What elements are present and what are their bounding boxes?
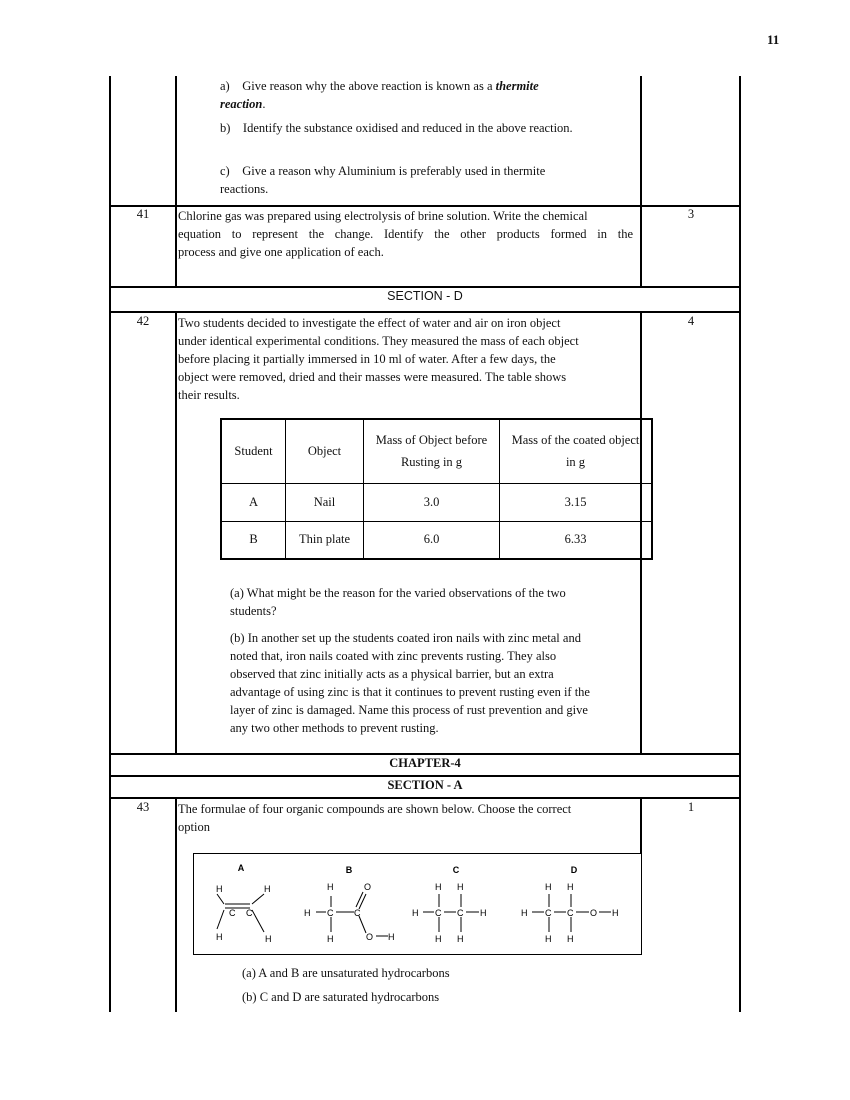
table-header-row [221,419,652,483]
table-cell: B [221,521,286,559]
table-cell: 6.0 [364,521,500,559]
svg-text:H: H [457,934,464,944]
svg-text:H: H [545,882,552,892]
question-number: 41 [136,207,150,221]
section-heading: SECTION - D [387,289,463,303]
svg-text:H: H [304,908,311,918]
svg-text:H: H [412,908,419,918]
q43-text: The formulae of four organic compounds are shown below. Choose the correct option [178,802,572,834]
row-divider [109,753,741,755]
q40-part-c: c) Give a reason why Aluminium is preferably used in thermite [220,164,546,178]
svg-text:H: H [521,908,528,918]
svg-text:H: H [388,932,395,942]
svg-text:H: H [435,882,442,892]
row-divider [109,286,741,288]
row-divider [109,311,741,313]
q42-part-a: (a) What might be the reason for the varied observations of the two students? [230,586,566,618]
table-cell: A [221,483,286,521]
structure-label-c: C [452,865,460,875]
table-cell: 3.0 [364,483,500,521]
q40-part-b: b) Identify the substance oxidised and reduced in the above reaction. [220,121,573,135]
question-marks: 1 [687,800,695,814]
q42-part-b: (b) In another set up the students coated iron nails with zinc metal and noted that, iron nails coated with zinc prevents rusting. They also observed that zinc initially acts as a physical barrier, but an extra advantage of using zinc is that it continues to prevent rusting even if the layer of zinc is damaged. Name this process of rust prevention and give any two other methods to prevent rusting. [230,631,590,735]
svg-text:C: C [545,908,552,918]
structure-atoms [216,882,619,944]
organic-structures-figure [193,853,642,955]
svg-text:H: H [264,884,271,894]
svg-text:H: H [480,908,487,918]
svg-text:H: H [265,934,272,944]
table-border-qnum [175,799,177,1012]
svg-text:C: C [435,908,442,918]
svg-text:H: H [327,882,334,892]
question-number: 42 [136,314,150,328]
structure-label-b: B [345,865,353,875]
table-border-qnum [175,312,177,754]
svg-text:C: C [327,908,334,918]
svg-text:C: C [246,908,253,918]
q40-part-a-cont: reaction. [220,97,266,111]
q43-option-a: (a) A and B are unsaturated hydrocarbons [242,966,450,980]
svg-text:H: H [435,934,442,944]
svg-text:H: H [567,934,574,944]
svg-text:O: O [364,882,372,892]
q42-text: Two students decided to investigate the effect of water and air on iron object under identical experimental conditions. They measured the mass of each object before placing it partially immersed in 10 ml of water. After a few days, the object were removed, dried and their masses were measured. The table shows their results. [178,316,579,402]
table-row [221,521,652,559]
section-heading: SECTION - A [387,778,463,792]
svg-text:H: H [612,908,619,918]
q43-option-b: (b) C and D are saturated hydrocarbons [242,990,440,1004]
structure-c-bonds [423,894,479,932]
table-header-cell: Student [221,419,286,483]
svg-text:H: H [216,884,223,894]
svg-text:H: H [545,934,552,944]
table-cell: Thin plate [286,521,364,559]
svg-text:C: C [354,908,361,918]
svg-text:O: O [366,932,374,942]
structure-label-a: A [237,863,245,873]
question-number: 43 [136,800,150,814]
svg-text:H: H [457,882,464,892]
svg-text:H: H [216,932,223,942]
chapter-heading: CHAPTER-4 [389,756,461,770]
table-row [221,483,652,521]
table-cell: Nail [286,483,364,521]
svg-text:H: H [567,882,574,892]
row-divider [109,775,741,777]
q40-part-c-cont: reactions. [220,182,269,196]
q41-text: Chlorine gas was prepared using electrolysis of brine solution. Write the chemical equation to represent the change. Identify the other products formed in the process and give one application of each. [178,209,633,259]
svg-text:C: C [229,908,236,918]
structure-label-d: D [570,865,578,875]
table-header-cell: Mass of Object before Rusting in g [364,419,500,483]
table-cell: 6.33 [500,521,653,559]
page-number: 11 [767,32,780,47]
table-border-qnum [175,76,177,288]
question-marks: 3 [687,207,695,221]
structure-a-bonds [217,894,264,932]
svg-text:O: O [590,908,598,918]
question-marks: 4 [687,314,695,328]
q40-part-a: a) Give reason why the above reaction is known as a thermite [220,79,539,93]
results-table [220,418,653,560]
table-cell: 3.15 [500,483,653,521]
table-header-cell: Object [286,419,364,483]
svg-text:C: C [457,908,464,918]
table-border-marks [640,76,642,288]
row-divider [109,797,741,799]
svg-text:C: C [567,908,574,918]
svg-text:H: H [327,934,334,944]
table-header-cell: Mass of the coated object in g [500,419,653,483]
